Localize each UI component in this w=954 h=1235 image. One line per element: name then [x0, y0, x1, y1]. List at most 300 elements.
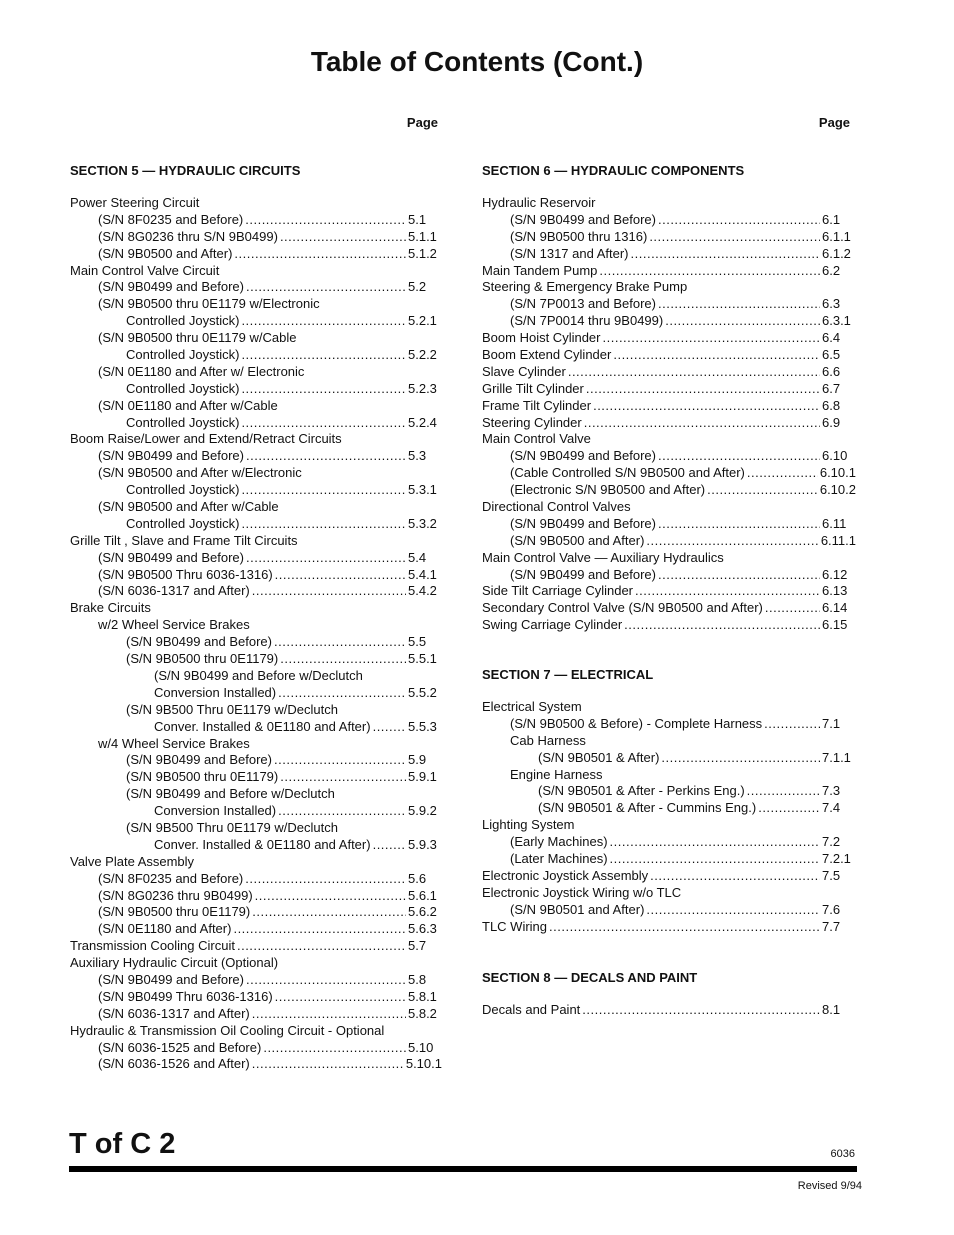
dot-leader: [764, 716, 820, 733]
toc-entry: [482, 783, 856, 800]
toc-page-number: 5.1.1: [408, 228, 437, 244]
toc-page-number: 5.2.1: [408, 313, 437, 329]
toc-page-number: 8.1: [822, 1002, 841, 1017]
toc-page-number: 5.1: [408, 211, 427, 227]
toc-page-number: 6.5: [822, 347, 841, 363]
toc-page-number: 5.5.3: [408, 718, 437, 734]
dot-leader: [584, 415, 820, 432]
toc-page-number: 5.5: [408, 634, 427, 650]
toc-entry-title: (S/N 9B500 Thru 0E1179 w/Declutch: [126, 701, 338, 717]
dot-leader: [278, 803, 406, 820]
toc-entry-title: w/4 Wheel Service Brakes: [98, 735, 250, 751]
footer-rule: [69, 1166, 857, 1172]
section-heading: SECTION 8 — DECALS AND PAINT: [482, 970, 698, 985]
toc-entry-title: Directional Control Valves: [482, 499, 631, 515]
dot-leader: [241, 516, 406, 533]
toc-page-number: 6.10.1: [819, 465, 856, 481]
toc-entry-title: (S/N 9B0499 Thru 6036-1316): [98, 988, 273, 1004]
toc-page-number: 5.10: [408, 1039, 434, 1055]
toc-entry: [70, 1040, 442, 1057]
toc-entry-title: Steering Cylinder: [482, 414, 582, 430]
dot-leader: [568, 364, 820, 381]
toc-entry: [482, 550, 856, 567]
toc-entry-title: (S/N 9B0499 and Before): [510, 566, 656, 582]
dot-leader: [245, 871, 406, 888]
toc-entry-title: (S/N 9B0500 thru 0E1179): [98, 904, 251, 920]
toc-page-number: 5.9.2: [408, 803, 437, 819]
toc-entry-title: Auxiliary Hydraulic Circuit (Optional): [70, 955, 279, 971]
toc-entry: [482, 699, 856, 716]
toc-entry: [482, 750, 856, 767]
toc-entry: [482, 465, 856, 482]
toc-entry-title: (S/N 8G0236 thru S/N 9B0499): [98, 228, 278, 244]
dot-leader: [765, 600, 820, 617]
toc-page-number: 5.7: [408, 938, 427, 954]
toc-entry: [70, 600, 442, 617]
toc-entry: [482, 600, 856, 617]
toc-entry: [70, 955, 442, 972]
dot-leader: [241, 313, 406, 330]
toc-entry-title: (S/N 8G0236 thru 9B0499): [98, 887, 253, 903]
toc-page-number: 6.10: [822, 448, 848, 464]
toc-entry: [70, 617, 442, 634]
dot-leader: [373, 837, 406, 854]
toc-entry-title: Secondary Control Valve (S/N 9B0500 and After): [482, 600, 763, 616]
toc-entry-title: Valve Plate Assembly: [70, 853, 195, 869]
toc-entry: [482, 800, 856, 817]
toc-entry-title: (S/N 9B0500 thru 0E1179 w/Electronic: [98, 296, 320, 312]
dot-leader: [252, 583, 406, 600]
toc-entry-title: (S/N 9B0500 Thru 6036-1316): [98, 566, 273, 582]
dot-leader: [245, 212, 406, 229]
toc-entry: [70, 634, 442, 651]
dot-leader: [665, 313, 820, 330]
toc-entry: [70, 989, 442, 1006]
toc-entry-title: (S/N 9B0501 and After): [510, 901, 645, 917]
dot-leader: [613, 347, 820, 364]
footer-page-label: T of C 2: [69, 1128, 176, 1160]
toc-entry: [70, 465, 442, 482]
toc-entry: [70, 854, 442, 871]
toc-entry-title: Side Tilt Carriage Cylinder: [482, 583, 634, 599]
toc-entry-title: (S/N 9B0500 thru 0E1179 w/Cable: [98, 330, 297, 346]
toc-entry: [70, 668, 442, 685]
toc-entry-title: (S/N 6036-1317 and After): [98, 583, 250, 599]
toc-entry-title: (S/N 7P0013 and Before): [510, 296, 656, 312]
toc-entry: [70, 550, 442, 567]
toc-entry-title: (S/N 9B0500 & Before) - Complete Harness: [510, 715, 763, 731]
toc-entry-title: Controlled Joystick): [126, 380, 240, 396]
toc-entry-title: Engine Harness: [510, 766, 603, 782]
toc-page-number: 5.2.3: [408, 380, 437, 396]
toc-entry-title: Controlled Joystick): [126, 482, 240, 498]
dot-leader: [241, 415, 406, 432]
toc-entry-title: Hydraulic & Transmission Oil Cooling Circuit - Optional: [70, 1022, 385, 1038]
toc-entry-title: (S/N 0E1180 and After w/Cable: [98, 397, 278, 413]
toc-page-number: 5.6.1: [408, 887, 437, 903]
toc-entry-title: (S/N 9B0499 and Before): [510, 515, 656, 531]
toc-page-number: 5.3: [408, 448, 427, 464]
page-title: Table of Contents (Cont.): [310, 46, 644, 77]
toc-page-number: 6.7: [822, 380, 841, 396]
toc-page-number: 5.2.2: [408, 347, 437, 363]
toc-entry: [70, 330, 442, 347]
toc-entry: [482, 817, 856, 834]
toc-entry: [70, 837, 442, 854]
toc-entry: [70, 583, 442, 600]
toc-entry: [482, 716, 856, 733]
toc-entry-title: (S/N 9B0499 and Before): [98, 448, 244, 464]
toc-page-number: 7.1: [822, 715, 841, 731]
dot-leader: [658, 212, 820, 229]
toc-entry: [70, 567, 442, 584]
toc-entry: [482, 733, 856, 750]
toc-entry: [482, 834, 856, 851]
dot-leader: [373, 719, 406, 736]
toc-page-number: 5.1.2: [408, 245, 437, 261]
dot-leader: [635, 583, 820, 600]
toc-entry-title: w/2 Wheel Service Brakes: [98, 617, 250, 633]
toc-entry-title: Slave Cylinder: [482, 363, 566, 379]
toc-entry: [482, 364, 856, 381]
toc-entry-title: (S/N 9B0499 and Before): [126, 634, 272, 650]
toc-entry-title: (S/N 9B0499 and Before): [510, 211, 656, 227]
toc-entry: [482, 868, 856, 885]
toc-entry-title: Electronic Joystick Assembly: [482, 867, 649, 883]
toc-page-number: 6.2: [822, 262, 841, 278]
toc-entry: [70, 212, 442, 229]
dot-leader: [280, 769, 406, 786]
dot-leader: [241, 381, 406, 398]
toc-entry: [482, 398, 856, 415]
toc-entry-title: Electrical System: [482, 699, 582, 714]
toc-section: [482, 969, 856, 1019]
toc-entry-title: Boom Extend Cylinder: [482, 347, 612, 363]
toc-entry: [70, 736, 442, 753]
toc-page-number: 6.3: [822, 296, 841, 312]
dot-leader: [549, 919, 820, 936]
toc-entry: [482, 296, 856, 313]
toc-entry: [70, 938, 442, 955]
toc-page-number: 6.13: [822, 583, 848, 599]
toc-entry-title: (S/N 6036-1317 and After): [98, 1005, 250, 1021]
toc-entry-title: (S/N 6036-1525 and Before): [98, 1039, 262, 1055]
section-heading: SECTION 7 — ELECTRICAL: [482, 667, 654, 682]
page-column-header-right: Page: [818, 115, 850, 130]
toc-entry: [70, 263, 442, 280]
toc-entry-title: Grille Tilt , Slave and Frame Tilt Circuits: [70, 532, 298, 548]
dot-leader: [661, 750, 820, 767]
toc-entry-title: Conver. Installed & 0E1180 and After): [154, 836, 371, 852]
toc-entry: [70, 347, 442, 364]
toc-entry: [482, 499, 856, 516]
toc-entry-title: Controlled Joystick): [126, 347, 240, 363]
revision-date: Revised 9/94: [797, 1180, 862, 1192]
toc-entry: [482, 516, 856, 533]
toc-entry: [482, 482, 856, 499]
toc-entry-title: Decals and Paint: [482, 1002, 581, 1017]
toc-entry-title: Cab Harness: [510, 732, 586, 748]
toc-page-number: 5.9.1: [408, 769, 437, 785]
toc-entry-title: Main Control Valve Circuit: [70, 262, 220, 278]
toc-entry-title: Power Steering Circuit: [70, 195, 200, 210]
toc-page-number: 6.1.2: [822, 245, 851, 261]
dot-leader: [582, 1002, 820, 1019]
dot-leader: [241, 347, 406, 364]
toc-entry: [70, 1056, 442, 1073]
toc-page-number: 6.8: [822, 397, 841, 413]
dot-leader: [593, 398, 820, 415]
dot-leader: [658, 516, 820, 533]
toc-page-number: 5.5.1: [408, 651, 437, 667]
dot-leader: [246, 972, 406, 989]
toc-entry: [482, 330, 856, 347]
toc-page-number: 5.9.3: [408, 836, 437, 852]
dot-leader: [610, 851, 820, 868]
toc-entry-title: (Electronic S/N 9B0500 and After): [510, 482, 706, 498]
toc-page-number: 6.1: [822, 211, 841, 227]
dot-leader: [646, 902, 820, 919]
toc-entry: [70, 921, 442, 938]
toc-entry: [482, 195, 856, 212]
dot-leader: [246, 448, 406, 465]
toc-entry-title: Controlled Joystick): [126, 313, 240, 329]
dot-leader: [237, 938, 406, 955]
dot-leader: [631, 246, 820, 263]
toc-section: [482, 666, 856, 935]
toc-page-number: 5.8.1: [408, 988, 437, 1004]
dot-leader: [233, 921, 406, 938]
toc-entry: [482, 617, 856, 634]
toc-entry-title: (S/N 9B0499 and Before): [126, 752, 272, 768]
dot-leader: [252, 1006, 406, 1023]
dot-leader: [658, 567, 820, 584]
toc-entry-title: Hydraulic Reservoir: [482, 195, 596, 210]
toc-entry: [70, 1006, 442, 1023]
toc-page-number: 7.1.1: [822, 749, 851, 765]
toc-entry-title: (S/N 9B0500 and After w/Cable: [98, 499, 279, 515]
toc-entry-title: (S/N 0E1180 and After): [98, 921, 232, 937]
toc-page-number: 6.10.2: [819, 482, 856, 498]
toc-entry-title: (S/N 9B0500 thru 0E1179): [126, 651, 279, 667]
toc-entry: [70, 448, 442, 465]
toc-entry-title: (S/N 9B0500 and After): [510, 532, 645, 548]
toc-entry: [482, 885, 856, 902]
toc-entry: [70, 888, 442, 905]
dot-leader: [246, 550, 406, 567]
toc-entry: [70, 972, 442, 989]
dot-leader: [275, 567, 406, 584]
dot-leader: [280, 651, 406, 668]
toc-entry-title: (S/N 9B0499 and Before w/Declutch: [126, 786, 335, 802]
toc-entry: [70, 279, 442, 296]
toc-entry: [482, 381, 856, 398]
toc-entry-title: (S/N 9B0499 and Before): [98, 549, 244, 565]
dot-leader: [275, 989, 406, 1006]
dot-leader: [747, 783, 820, 800]
toc-page-number: 7.2.1: [822, 851, 851, 867]
toc-page-number: 5.6.3: [408, 921, 437, 937]
toc-entry-title: Brake Circuits: [70, 600, 151, 616]
toc-page-number: 6.11.1: [820, 532, 856, 548]
toc-page-number: 5.4.1: [408, 566, 437, 582]
toc-entry: [70, 685, 442, 702]
toc-page-number: 7.4: [822, 800, 841, 816]
toc-entry: [70, 296, 442, 313]
toc-entry: [70, 719, 442, 736]
toc-entry: [70, 702, 442, 719]
toc-entry: [70, 398, 442, 415]
toc-section: [70, 162, 442, 1073]
toc-page-number: 7.5: [822, 867, 841, 883]
toc-entry: [70, 871, 442, 888]
toc-entry-title: (S/N 9B0499 and Before w/Declutch: [154, 667, 363, 683]
dot-leader: [241, 482, 406, 499]
toc-entry-title: Conversion Installed): [154, 803, 277, 819]
toc-entry: [70, 1023, 442, 1040]
dot-leader: [707, 482, 818, 499]
toc-entry: [70, 415, 442, 432]
toc-entry-title: Conversion Installed): [154, 684, 277, 700]
toc-entry: [70, 533, 442, 550]
toc-page-number: 7.7: [822, 918, 841, 934]
toc-page-number: 5.3.1: [408, 482, 437, 498]
toc-entry-title: (S/N 8F0235 and Before): [98, 211, 244, 227]
toc-page-number: 5.6: [408, 870, 427, 886]
toc-entry-title: (S/N 0E1180 and After w/ Electronic: [98, 363, 305, 379]
toc-entry: [482, 263, 856, 280]
toc-entry-title: (S/N 9B0501 & After - Perkins Eng.): [538, 783, 745, 799]
toc-entry: [482, 246, 856, 263]
toc-page-number: 6.4: [822, 330, 841, 346]
toc-entry-title: Lighting System: [482, 817, 575, 833]
dot-leader: [278, 685, 406, 702]
dot-leader: [246, 279, 406, 296]
dot-leader: [255, 888, 406, 905]
toc-entry-title: Swing Carriage Cylinder: [482, 617, 623, 633]
toc-page-number: 7.6: [822, 901, 841, 917]
toc-entry: [70, 786, 442, 803]
toc-page-number: 6.12: [822, 566, 848, 582]
dot-leader: [280, 229, 406, 246]
toc-page-number: 6.15: [822, 617, 848, 633]
dot-leader: [649, 229, 820, 246]
toc-page-number: 6.11: [822, 515, 847, 531]
toc-entry: [70, 820, 442, 837]
toc-entry: [482, 212, 856, 229]
toc-page-number: 7.2: [822, 834, 841, 850]
toc-page-number: 6.9: [822, 414, 841, 430]
toc-entry: [70, 364, 442, 381]
dot-leader: [586, 381, 820, 398]
dot-leader: [650, 868, 820, 885]
toc-entry-title: (S/N 9B0501 & After): [538, 749, 660, 765]
toc-entry-title: Controlled Joystick): [126, 414, 240, 430]
toc-entry-title: Main Control Valve — Auxiliary Hydraulics: [482, 549, 724, 565]
toc-entry-title: Boom Hoist Cylinder: [482, 330, 601, 346]
toc-page-number: 5.5.2: [408, 684, 437, 700]
section-heading: SECTION 5 — HYDRAULIC CIRCUITS: [70, 163, 301, 178]
toc-entry: [482, 431, 856, 448]
toc-entry: [70, 482, 442, 499]
toc-entry-title: Main Control Valve: [482, 431, 591, 447]
toc-entry-title: TLC Wiring: [482, 918, 548, 934]
dot-leader: [758, 800, 820, 817]
toc-entry: [70, 499, 442, 516]
document-code: 6036: [830, 1148, 855, 1160]
toc-page-number: 5.8.2: [408, 1005, 437, 1021]
toc-entry: [70, 229, 442, 246]
toc-entry-title: Conver. Installed & 0E1180 and After): [154, 718, 371, 734]
dot-leader: [610, 834, 820, 851]
toc-page-number: 5.9: [408, 752, 427, 768]
dot-leader: [747, 465, 818, 482]
toc-entry-title: Electronic Joystick Wiring w/o TLC: [482, 884, 682, 900]
dot-leader: [624, 617, 820, 634]
toc-page-number: 6.1.1: [822, 228, 851, 244]
toc-entry-title: (S/N 9B0500 thru 0E1179): [126, 769, 279, 785]
toc-page-number: 5.4: [408, 549, 427, 565]
toc-entry: [482, 851, 856, 868]
toc-entry: [482, 229, 856, 246]
toc-page-number: 6.14: [822, 600, 848, 616]
toc-page-number: 5.10.1: [405, 1056, 442, 1072]
toc-entry-title: (S/N 9B0500 thru 1316): [510, 228, 648, 244]
toc-entry-title: (S/N 8F0235 and Before): [98, 870, 244, 886]
toc-entry-title: (Early Machines): [510, 834, 608, 850]
toc-page-number: 5.6.2: [408, 904, 437, 920]
toc-entry-title: (S/N 9B0500 and After): [98, 245, 233, 261]
toc-entry: [70, 313, 442, 330]
toc-entry: [482, 279, 856, 296]
toc-entry-title: (S/N 9B500 Thru 0E1179 w/Declutch: [126, 819, 338, 835]
toc-entry-title: (S/N 9B0499 and Before): [98, 279, 244, 295]
toc-entry-title: (S/N 7P0014 thru 9B0499): [510, 313, 664, 329]
toc-entry: [70, 516, 442, 533]
toc-entry: [70, 752, 442, 769]
toc-entry: [482, 415, 856, 432]
toc-entry-title: (S/N 6036-1526 and After): [98, 1056, 250, 1072]
toc-entry: [482, 583, 856, 600]
toc-entry: [482, 313, 856, 330]
toc-entry: [482, 919, 856, 936]
dot-leader: [658, 448, 820, 465]
dot-leader: [274, 634, 406, 651]
toc-entry: [70, 803, 442, 820]
toc-entry: [70, 904, 442, 921]
dot-leader: [234, 246, 406, 263]
toc-entry-title: Grille Tilt Cylinder: [482, 380, 584, 396]
dot-leader: [658, 296, 820, 313]
toc-entry: [482, 347, 856, 364]
toc-entry: [482, 767, 856, 784]
toc-page-number: 5.2.4: [408, 414, 437, 430]
toc-entry-title: (Cable Controlled S/N 9B0500 and After): [510, 465, 745, 481]
dot-leader: [252, 1056, 404, 1073]
toc-entry: [482, 448, 856, 465]
toc-entry: [482, 533, 856, 550]
toc-entry: [70, 431, 442, 448]
toc-page-number: 5.4.2: [408, 583, 437, 599]
dot-leader: [603, 330, 821, 347]
toc-entry: [482, 902, 856, 919]
toc-entry-title: (S/N 1317 and After): [510, 245, 629, 261]
toc-page-number: 6.6: [822, 363, 841, 379]
toc-entry: [70, 381, 442, 398]
dot-leader: [274, 752, 406, 769]
toc-entry-title: (S/N 9B0500 and After w/Electronic: [98, 465, 302, 481]
dot-leader: [263, 1040, 406, 1057]
